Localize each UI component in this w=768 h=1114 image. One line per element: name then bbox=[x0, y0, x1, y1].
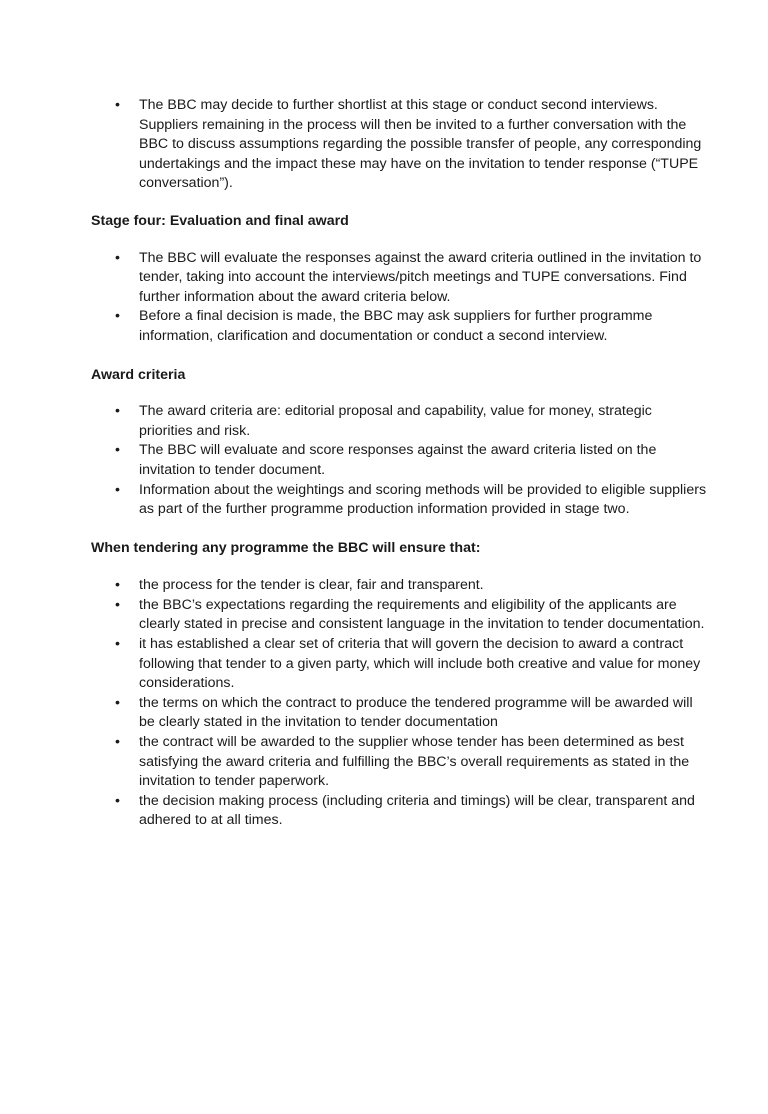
bullet-text: the contract will be awarded to the supplier whose tender has been determined as best satisfying the award criteria and fulfilling the BBC’s overall requirements as stated in the invitation to tender paperwork. bbox=[139, 734, 690, 790]
bullet-item bbox=[115, 635, 708, 694]
bullet-item bbox=[115, 733, 708, 792]
bullet-icon: • bbox=[115, 403, 120, 420]
bullet-text: Before a final decision is made, the BBC may ask suppliers for further programme information, clarification and documentation or conduct a second interview. bbox=[139, 308, 653, 344]
bullet-text: The BBC may decide to further shortlist at this stage or conduct second interviews. Suppliers remaining in the process will then be invited to a further conversation with the BBC to discuss assumptions regarding the possible transfer of people, any corresponding undertakings and the impact these may have on the invitation to tender response (“TUPE conversation”). bbox=[139, 97, 702, 192]
bullet-icon: • bbox=[115, 734, 120, 751]
section-heading-award-criteria: Award criteria bbox=[91, 366, 186, 383]
bullet-icon: • bbox=[115, 249, 120, 266]
bullet-text: Information about the weightings and scoring methods will be provided to eligible suppliers as part of the further programme production information provided in stage two. bbox=[139, 481, 707, 518]
bullet-icon: • bbox=[115, 636, 120, 653]
bullet-item bbox=[115, 792, 708, 831]
bullet-icon: • bbox=[115, 577, 120, 594]
bullet-icon: • bbox=[115, 308, 120, 325]
bullet-icon: • bbox=[115, 596, 120, 613]
bullet-text: The BBC will evaluate and score responses against the award criteria listed on the invitation to tender document. bbox=[139, 442, 657, 478]
bullet-item bbox=[115, 249, 708, 308]
bullet-text: The BBC will evaluate the responses against the award criteria outlined in the invitation to tender, taking into account the interviews/pitch meetings and TUPE conversations. Find further information about the award criteria below. bbox=[139, 249, 702, 305]
bullet-item bbox=[115, 441, 708, 480]
bullet-icon: • bbox=[115, 442, 120, 459]
stage-four-bullet-list bbox=[91, 249, 708, 347]
bullet-item bbox=[115, 481, 708, 520]
bullet-item bbox=[115, 576, 708, 596]
bullet-icon: • bbox=[115, 792, 120, 809]
bullet-icon: • bbox=[115, 694, 120, 711]
bbc-will-ensure-bullet-list bbox=[91, 576, 708, 831]
bullet-item bbox=[115, 307, 708, 346]
bullet-item bbox=[115, 402, 708, 441]
bullet-item bbox=[115, 596, 708, 635]
award-criteria-bullet-list bbox=[91, 402, 708, 520]
bullet-text: the terms on which the contract to produce the tendered programme will be awarded will be clearly stated in the invitation to tender documentation bbox=[139, 694, 693, 731]
bullet-text: it has established a clear set of criteria that will govern the decision to award a contract following that tender to a given party, which will include both creative and value for money considerations. bbox=[139, 636, 701, 692]
section-heading-stage-four: Stage four: Evaluation and final award bbox=[91, 212, 349, 229]
bullet-icon: • bbox=[115, 481, 120, 498]
bullet-text: the process for the tender is clear, fair and transparent. bbox=[139, 577, 484, 594]
bullet-item bbox=[115, 694, 708, 733]
bullet-icon: • bbox=[115, 97, 120, 113]
bullet-text: the decision making process (including criteria and timings) will be clear, transparent and adhered to at all times. bbox=[139, 792, 695, 829]
bullet-item bbox=[115, 96, 708, 194]
bullet-text: the BBC’s expectations regarding the requirements and eligibility of the applicants are clearly stated in precise and consistent language in the invitation to tender documentation. bbox=[139, 596, 705, 633]
section-heading-bbc-will-ensure: When tendering any programme the BBC will ensure that: bbox=[91, 539, 481, 556]
stage-three-bullet-list bbox=[91, 96, 708, 194]
bullet-text: The award criteria are: editorial proposal and capability, value for money, strategic priorities and risk. bbox=[139, 403, 652, 439]
